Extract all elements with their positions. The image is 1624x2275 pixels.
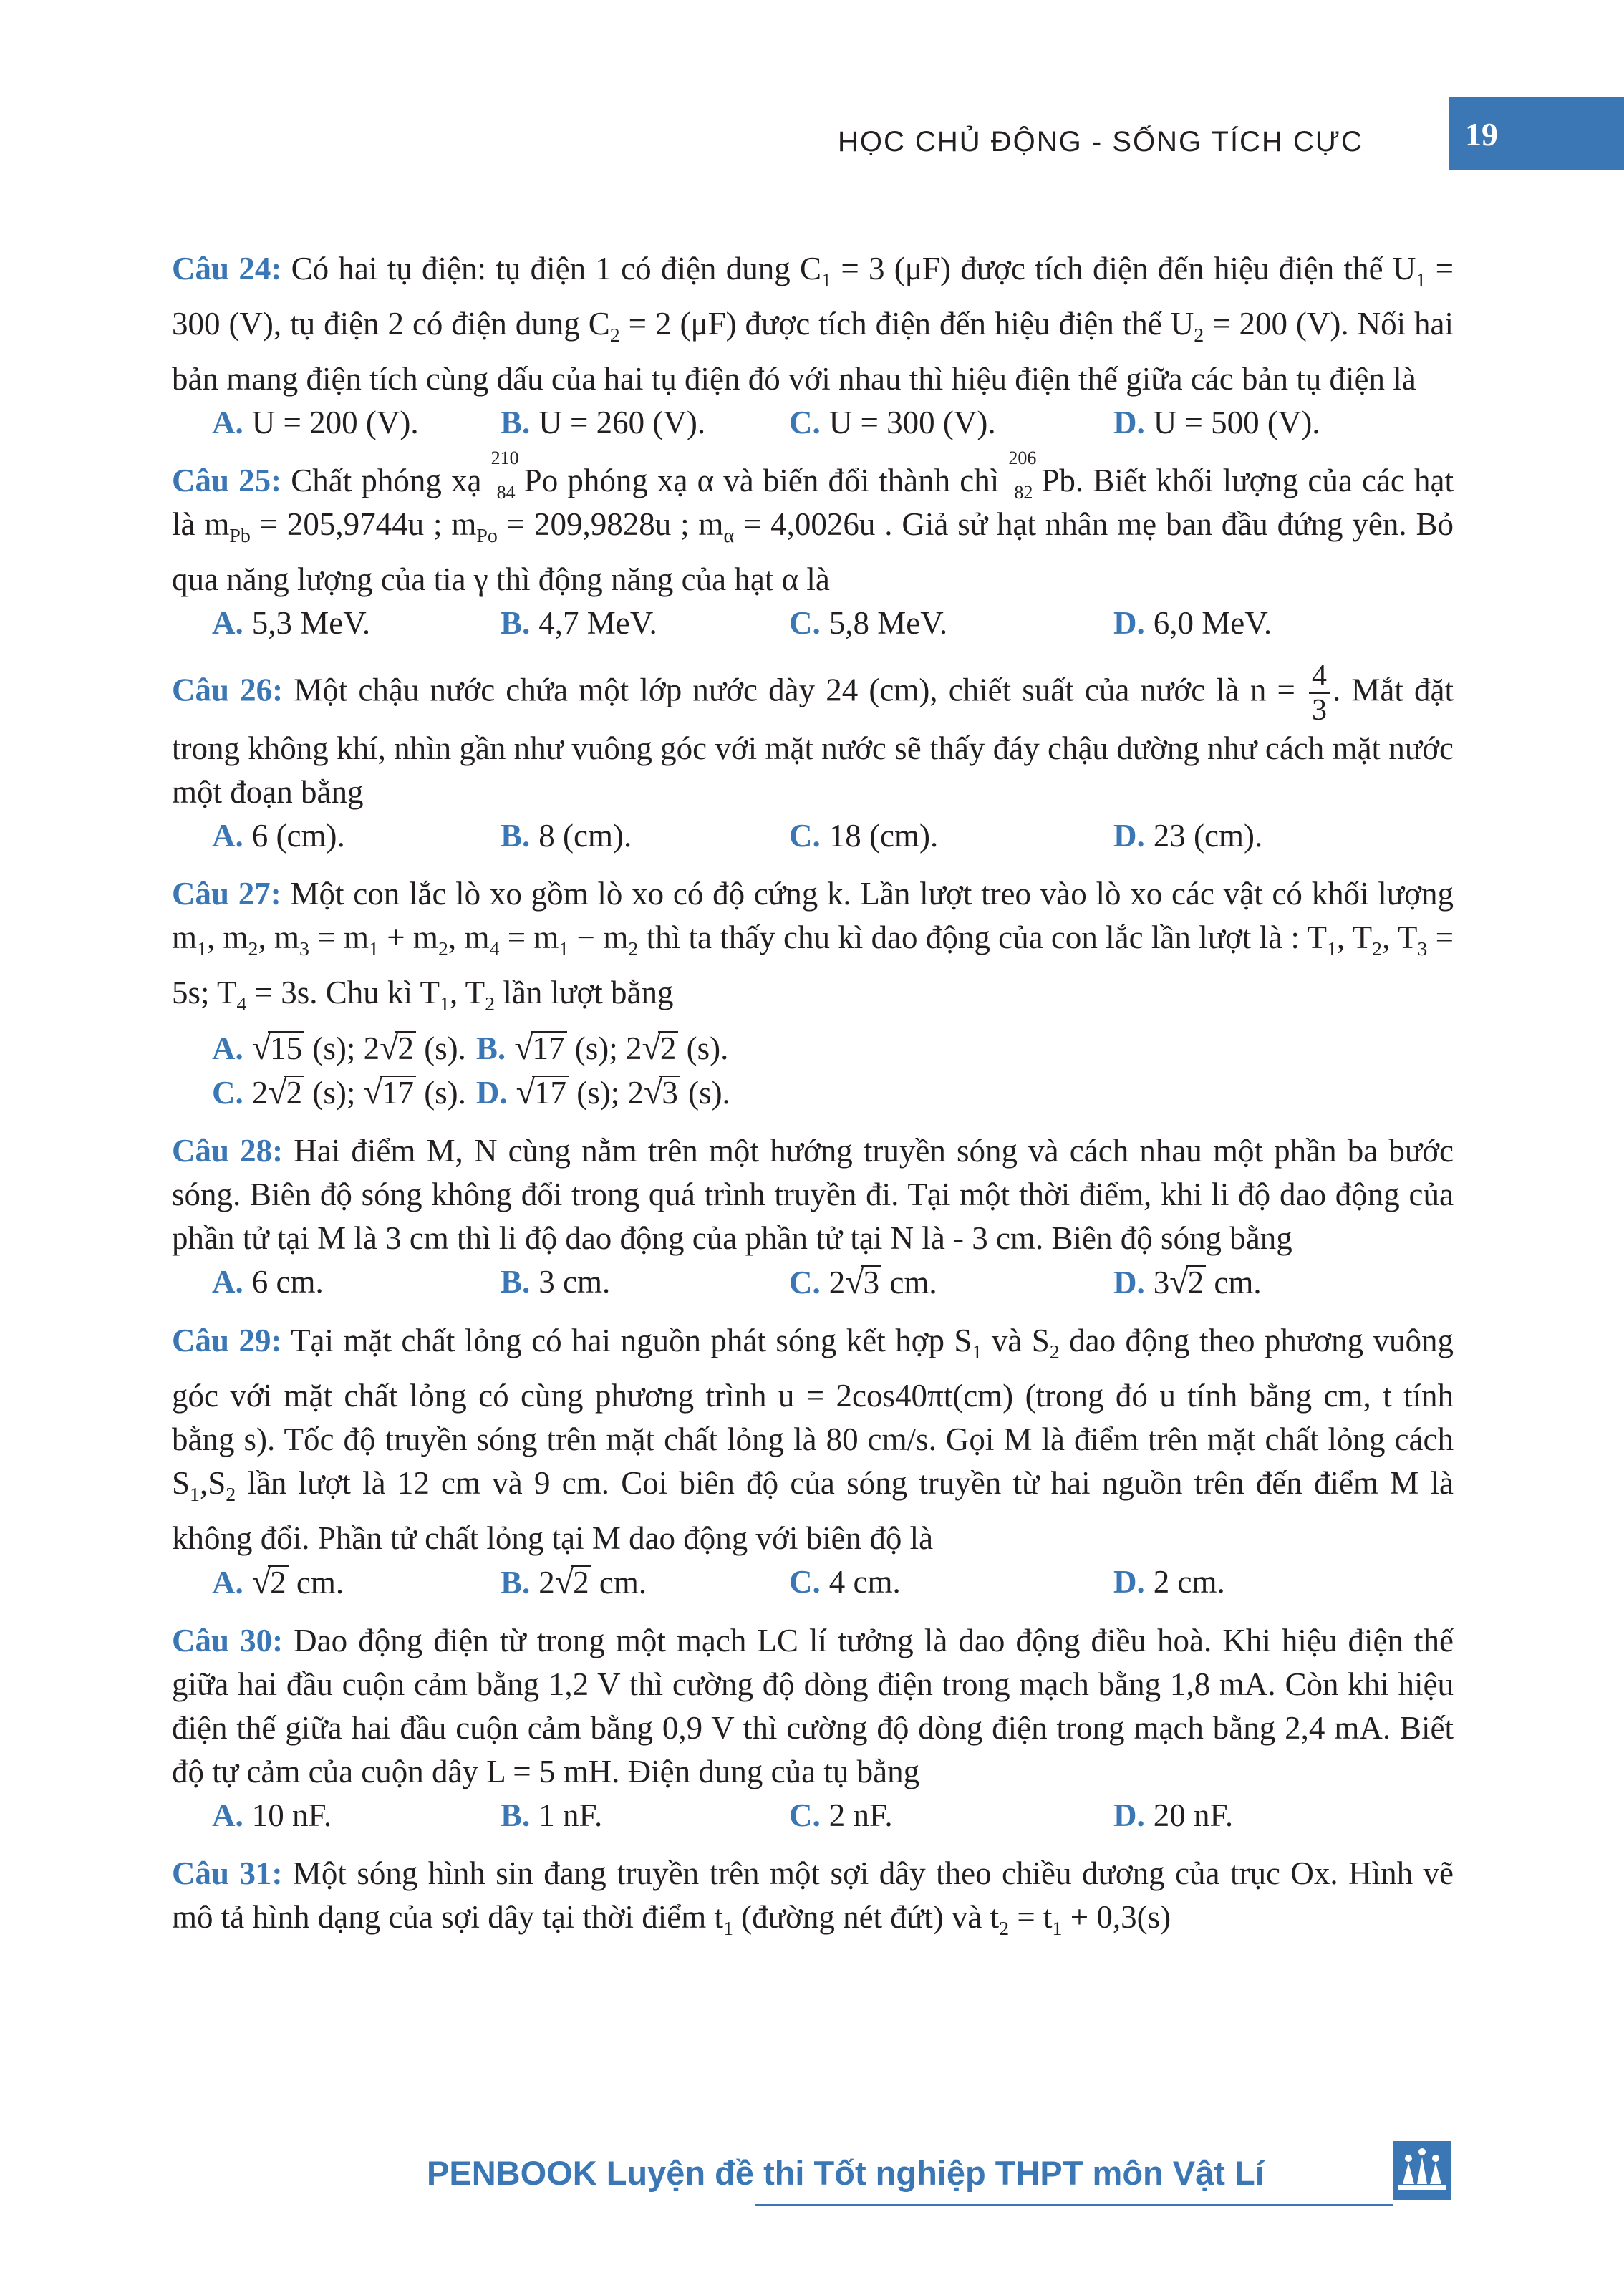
question-29-label: Câu 29: bbox=[172, 1323, 282, 1358]
option-letter: C. bbox=[212, 1075, 243, 1111]
question-26 bbox=[172, 660, 1454, 858]
subscript: 1 bbox=[722, 1918, 733, 1940]
subscript: Pb bbox=[229, 525, 251, 547]
stem-text: và S bbox=[982, 1323, 1050, 1358]
sqrt-icon: √ bbox=[514, 1029, 533, 1067]
stem-text: (đường nét đứt) và t bbox=[733, 1899, 1000, 1935]
question-26-options bbox=[172, 814, 1454, 858]
question-28-options bbox=[172, 1260, 1454, 1305]
option-c[interactable] bbox=[789, 1794, 1113, 1837]
question-24-options bbox=[172, 401, 1454, 445]
subscript: 2 bbox=[609, 324, 620, 347]
option-text: 23 (cm). bbox=[1153, 818, 1263, 854]
sqrt-icon: √ bbox=[251, 1029, 271, 1067]
question-31 bbox=[172, 1852, 1454, 1951]
option-text: 20 nF. bbox=[1153, 1797, 1234, 1833]
option-text: 2 bbox=[251, 1075, 269, 1111]
option-text: cm. bbox=[591, 1565, 647, 1600]
question-30 bbox=[172, 1619, 1454, 1837]
stem-text: = 209,9828u ; m bbox=[497, 506, 724, 542]
option-letter: A. bbox=[212, 605, 243, 641]
question-30-options bbox=[172, 1794, 1454, 1837]
subscript: 2 bbox=[248, 938, 258, 960]
subscript: 1 bbox=[190, 1484, 200, 1506]
option-text: cm. bbox=[288, 1565, 344, 1600]
option-text: U = 200 (V). bbox=[251, 405, 419, 440]
penbook-logo-icon bbox=[1393, 2141, 1451, 2200]
stem-text: Một con lắc lò xo gồm lò xo có độ cứng k. Lần lượt treo vào lò xo các vật có khối lượng m bbox=[172, 876, 1454, 955]
question-24 bbox=[172, 247, 1454, 445]
subscript: 4 bbox=[489, 938, 500, 960]
option-letter: C. bbox=[789, 818, 821, 854]
option-text: (s). bbox=[680, 1075, 730, 1111]
radicand: 2 bbox=[1186, 1265, 1207, 1298]
radicand: 3 bbox=[659, 1076, 680, 1108]
stem-text: Một chậu nước chứa một lớp nước dày 24 (cm), chiết suất của nước là n = bbox=[283, 672, 1307, 708]
question-31-stem bbox=[172, 1852, 1454, 1951]
mass-number: 210 bbox=[490, 448, 519, 468]
question-30-stem bbox=[172, 1619, 1454, 1794]
mass-number: 206 bbox=[1008, 448, 1037, 468]
stem-text: , T bbox=[1382, 919, 1418, 955]
option-text: U = 500 (V). bbox=[1153, 405, 1320, 440]
radicand: 17 bbox=[531, 1031, 567, 1064]
radicand: 15 bbox=[268, 1031, 304, 1064]
radicand: 17 bbox=[380, 1076, 416, 1108]
option-text: 2 bbox=[538, 1565, 555, 1600]
option-text: 5,8 MeV. bbox=[828, 605, 948, 641]
stem-text: , m bbox=[258, 919, 300, 955]
subscript: Po bbox=[476, 525, 498, 547]
option-letter: C. bbox=[789, 605, 821, 641]
option-b[interactable] bbox=[476, 1026, 728, 1071]
subscript: α bbox=[723, 525, 735, 547]
option-text: 2 bbox=[828, 1265, 846, 1300]
option-a[interactable] bbox=[212, 1026, 466, 1071]
option-letter: B. bbox=[501, 1797, 531, 1833]
option-text: 5,3 MeV. bbox=[251, 605, 371, 641]
option-a[interactable] bbox=[212, 1560, 501, 1605]
subscript: 3 bbox=[299, 938, 309, 960]
numerator: 4 bbox=[1309, 660, 1330, 694]
option-letter: A. bbox=[212, 405, 243, 440]
option-a[interactable] bbox=[212, 1794, 501, 1837]
radicand: 2 bbox=[284, 1076, 305, 1108]
subscript: 4 bbox=[236, 993, 247, 1015]
question-27-label: Câu 27: bbox=[172, 876, 281, 912]
option-b[interactable] bbox=[501, 814, 789, 858]
stem-text: Dao động điện từ trong một mạch LC lí tưởng là dao động điều hoà. Khi hiệu điện thế giữa hai đầu cuộn cảm bằng 1,2 V thì cường độ dòng điện trong mạch bằng 1,8 mA. Còn khi hiệu điện thế giữa hai đầu cuộn cảm bằng 0,9 V thì cường độ dòng điện trong mạch bằng 2,4 mA. Biết độ tự cảm của cuộn dây L = 5 mH. Điện dung của tụ bằng bbox=[172, 1623, 1454, 1789]
question-27-stem bbox=[172, 872, 1454, 1026]
subscript: 2 bbox=[1194, 324, 1204, 347]
sqrt-icon: √ bbox=[644, 1073, 663, 1111]
subscript: 1 bbox=[197, 938, 207, 960]
sqrt-icon: √ bbox=[845, 1263, 864, 1301]
question-29-stem bbox=[172, 1319, 1454, 1560]
subscript: 2 bbox=[226, 1484, 236, 1506]
stem-text: = 5s; T bbox=[172, 919, 1454, 1010]
stem-text: thì ta thấy chu kì dao động của con lắc lần lượt là : T bbox=[638, 919, 1327, 955]
page-number: 19 bbox=[1449, 97, 1624, 170]
subscript: 1 bbox=[1416, 269, 1426, 291]
subscript: 2 bbox=[1049, 1341, 1060, 1363]
option-letter: D. bbox=[1113, 405, 1145, 440]
stem-text: = 200 (V). Nối hai bản mang điện tích cùng dấu của hai tụ điện đó với nhau thì hiệu điện thế giữa các bản tụ điện là bbox=[172, 306, 1454, 397]
stem-text: = t bbox=[1009, 1899, 1053, 1935]
stem-text: , T bbox=[1336, 919, 1373, 955]
subscript: 2 bbox=[1372, 938, 1383, 960]
option-text: cm. bbox=[1206, 1265, 1262, 1300]
stem-text: Có hai tụ điện: tụ điện 1 có điện dung C bbox=[281, 251, 822, 286]
option-text: 6 cm. bbox=[251, 1264, 324, 1300]
option-a[interactable] bbox=[212, 602, 501, 645]
subscript: 1 bbox=[1326, 938, 1337, 960]
question-25-options bbox=[172, 602, 1454, 645]
stem-text: = 205,9744u ; m bbox=[250, 506, 477, 542]
stem-text: . Biết khối lượng của các hạt là m bbox=[172, 463, 1454, 542]
option-letter: D. bbox=[1113, 1797, 1145, 1833]
question-29 bbox=[172, 1319, 1454, 1605]
option-a[interactable] bbox=[212, 401, 501, 445]
atomic-number: 82 bbox=[1014, 482, 1033, 503]
footer-title: PENBOOK Luyện đề thi Tốt nghiệp THPT môn Vật Lí bbox=[427, 2154, 1265, 2192]
option-letter: B. bbox=[501, 1264, 531, 1300]
stem-text: ,S bbox=[199, 1465, 226, 1501]
stem-text: = 3 (μF) được tích điện đến hiệu điện thế U bbox=[831, 251, 1416, 286]
radicand: 2 bbox=[268, 1565, 289, 1598]
options-row bbox=[212, 1071, 1454, 1115]
stem-text: , T bbox=[449, 975, 485, 1010]
element-symbol: Po bbox=[523, 463, 559, 498]
option-d[interactable] bbox=[1113, 1794, 1402, 1837]
stem-text: phóng xạ α và biến đổi thành chì bbox=[558, 463, 1009, 498]
option-c[interactable] bbox=[789, 1560, 1113, 1605]
question-27 bbox=[172, 872, 1454, 1115]
polonium-nuclide bbox=[490, 448, 559, 503]
option-letter: D. bbox=[1113, 605, 1145, 641]
question-24-stem bbox=[172, 247, 1454, 401]
question-28-stem bbox=[172, 1129, 1454, 1260]
stem-text: . Mắt đặt trong không khí, nhìn gần như vuông góc với mặt nước sẽ thấy đáy chậu dường như cách mặt nước một đoạn bằng bbox=[172, 672, 1454, 810]
question-25-stem bbox=[172, 448, 1454, 602]
option-d[interactable] bbox=[1113, 814, 1402, 858]
option-letter: C. bbox=[789, 1265, 821, 1300]
option-letter: C. bbox=[789, 1564, 821, 1600]
stem-text: lần lượt là 12 cm và 9 cm. Coi biên độ của sóng truyền từ hai nguồn trên đến điểm M là không đổi. Phần tử chất lỏng tại M dao động với biên độ là bbox=[172, 1465, 1454, 1556]
option-text: 1 nF. bbox=[538, 1797, 603, 1833]
stem-text: = 3s. Chu kì T bbox=[246, 975, 440, 1010]
sqrt-icon: √ bbox=[380, 1029, 399, 1067]
options-row bbox=[212, 1026, 1454, 1071]
question-25 bbox=[172, 448, 1454, 645]
option-letter: D. bbox=[1113, 818, 1145, 854]
option-b[interactable] bbox=[501, 1794, 789, 1837]
denominator: 3 bbox=[1312, 694, 1328, 727]
option-letter: B. bbox=[475, 1030, 506, 1066]
sqrt-icon: √ bbox=[251, 1563, 271, 1601]
subscript: 1 bbox=[369, 938, 379, 960]
option-letter: A. bbox=[212, 1565, 243, 1600]
subscript: 2 bbox=[485, 993, 496, 1015]
option-b[interactable] bbox=[501, 602, 789, 645]
question-25-label: Câu 25: bbox=[172, 463, 282, 498]
option-text: 3 cm. bbox=[538, 1264, 611, 1300]
option-text: 6 (cm). bbox=[251, 818, 345, 854]
question-27-options bbox=[172, 1026, 1454, 1115]
subscript: 2 bbox=[999, 1918, 1010, 1940]
radicand: 3 bbox=[861, 1265, 882, 1298]
question-30-label: Câu 30: bbox=[172, 1623, 284, 1658]
stem-text: = m bbox=[309, 919, 369, 955]
option-text: 4,7 MeV. bbox=[538, 605, 657, 641]
option-text: 2 cm. bbox=[1153, 1564, 1225, 1600]
subscript: 2 bbox=[438, 938, 448, 960]
atomic-number: 84 bbox=[496, 482, 516, 503]
lead-nuclide bbox=[1008, 448, 1076, 503]
option-letter: B. bbox=[501, 1565, 531, 1600]
option-text: U = 260 (V). bbox=[538, 405, 706, 440]
stem-text: + 0,3(s) bbox=[1062, 1899, 1171, 1935]
option-a[interactable] bbox=[212, 814, 501, 858]
question-24-label: Câu 24: bbox=[172, 251, 282, 286]
option-text: (s). bbox=[678, 1030, 729, 1066]
stem-text: , m bbox=[206, 919, 248, 955]
question-29-options bbox=[172, 1560, 1454, 1605]
subscript: 1 bbox=[1052, 1918, 1063, 1940]
option-d[interactable] bbox=[1113, 1260, 1402, 1305]
radicand: 2 bbox=[571, 1565, 591, 1598]
option-text: 6,0 MeV. bbox=[1153, 605, 1272, 641]
question-28-label: Câu 28: bbox=[172, 1133, 284, 1169]
header-title: HỌC CHỦ ĐỘNG - SỐNG TÍCH CỰC bbox=[838, 126, 1363, 158]
option-letter: D. bbox=[475, 1075, 508, 1111]
question-26-label: Câu 26: bbox=[172, 672, 284, 708]
sqrt-icon: √ bbox=[642, 1029, 661, 1067]
option-c[interactable] bbox=[789, 602, 1113, 645]
stem-text: dao động theo phương vuông góc với mặt chất lỏng có cùng phương trình u = 2cos40πt(cm) (trong đó u tính bằng cm, t tính bằng s). Tốc độ truyền sóng trên mặt chất lỏng là 80 cm/s. Gọi M là điểm trên mặt chất lỏng cách S bbox=[172, 1323, 1454, 1501]
option-letter: D. bbox=[1113, 1265, 1145, 1300]
footer-divider bbox=[755, 2204, 1393, 2206]
option-letter: B. bbox=[501, 818, 531, 854]
stem-text: Tại mặt chất lỏng có hai nguồn phát sóng kết hợp S bbox=[281, 1323, 972, 1358]
option-text: 3 bbox=[1153, 1265, 1170, 1300]
stem-text: Hai điểm M, N cùng nằm trên một hướng truyền sóng và cách nhau một phần ba bước sóng. Biên độ sóng không đổi trong quá trình truyền đi. Tại một thời điểm, khi li độ dao động của phần tử tại M là 3 cm thì li độ dao động của phần tử tại N là - 3 cm. Biên độ sóng bằng bbox=[172, 1133, 1454, 1256]
option-c[interactable] bbox=[212, 1071, 466, 1115]
element-symbol: Pb bbox=[1041, 463, 1076, 498]
option-a[interactable] bbox=[212, 1260, 501, 1305]
option-text: (s). bbox=[415, 1075, 466, 1111]
option-letter: A. bbox=[212, 818, 243, 854]
radicand: 17 bbox=[532, 1076, 569, 1108]
option-letter: A. bbox=[212, 1264, 243, 1300]
option-d[interactable] bbox=[1113, 1560, 1402, 1605]
option-text: 18 (cm). bbox=[828, 818, 939, 854]
question-26-stem bbox=[172, 660, 1454, 814]
option-text: (s); 2 bbox=[304, 1030, 380, 1066]
stem-text: = 300 (V), tụ điện 2 có điện dung C bbox=[172, 251, 1454, 342]
option-c[interactable] bbox=[789, 1260, 1113, 1305]
option-b[interactable] bbox=[501, 1560, 789, 1605]
subscript: 1 bbox=[972, 1341, 982, 1363]
stem-text: = 2 (μF) được tích điện đến hiệu điện thế U bbox=[619, 306, 1194, 342]
option-letter: B. bbox=[501, 405, 531, 440]
option-text: (s). bbox=[415, 1030, 466, 1066]
option-text: U = 300 (V). bbox=[828, 405, 996, 440]
subscript: 2 bbox=[628, 938, 639, 960]
option-text: 4 cm. bbox=[828, 1564, 901, 1600]
subscript: 1 bbox=[821, 269, 832, 291]
option-b[interactable] bbox=[501, 401, 789, 445]
option-c[interactable] bbox=[789, 814, 1113, 858]
stem-text: + m bbox=[378, 919, 438, 955]
subscript: 3 bbox=[1417, 938, 1428, 960]
sqrt-icon: √ bbox=[1169, 1263, 1189, 1301]
option-d[interactable] bbox=[1113, 401, 1402, 445]
option-text: (s); bbox=[304, 1075, 364, 1111]
option-letter: A. bbox=[212, 1030, 243, 1066]
question-28 bbox=[172, 1129, 1454, 1305]
option-text: cm. bbox=[881, 1265, 937, 1300]
radicand: 2 bbox=[658, 1031, 679, 1064]
option-letter: A. bbox=[212, 1797, 243, 1833]
sqrt-icon: √ bbox=[363, 1073, 382, 1111]
option-letter: C. bbox=[789, 1797, 821, 1833]
stem-text: lần lượt bằng bbox=[495, 975, 674, 1010]
option-letter: C. bbox=[789, 405, 821, 440]
stem-text: − m bbox=[569, 919, 629, 955]
option-d[interactable] bbox=[1113, 602, 1402, 645]
option-text: (s); 2 bbox=[569, 1075, 644, 1111]
stem-text: Chất phóng xạ bbox=[281, 463, 491, 498]
option-text: 10 nF. bbox=[251, 1797, 332, 1833]
option-text: 2 nF. bbox=[828, 1797, 893, 1833]
sqrt-icon: √ bbox=[554, 1563, 574, 1601]
stem-text: = 4,0026u . Giả sử hạt nhân mẹ ban đầu đứng yên. Bỏ qua năng lượng của tia γ thì động năng của hạt α là bbox=[172, 506, 1454, 597]
option-b[interactable] bbox=[501, 1260, 789, 1305]
option-text: 8 (cm). bbox=[538, 818, 632, 854]
question-list bbox=[172, 247, 1454, 1965]
option-c[interactable] bbox=[789, 401, 1113, 445]
option-letter: B. bbox=[501, 605, 531, 641]
option-letter: D. bbox=[1113, 1564, 1145, 1600]
subscript: 1 bbox=[559, 938, 569, 960]
option-text: (s); 2 bbox=[566, 1030, 642, 1066]
radicand: 2 bbox=[395, 1031, 416, 1064]
sqrt-icon: √ bbox=[516, 1073, 536, 1111]
sqrt-icon: √ bbox=[268, 1073, 287, 1111]
question-31-label: Câu 31: bbox=[172, 1855, 283, 1891]
stem-text: Một sóng hình sin đang truyền trên một sợi dây theo chiều dương của trục Ox. Hình vẽ mô tả hình dạng của sợi dây tại thời điểm t bbox=[172, 1855, 1454, 1935]
stem-text: = m bbox=[499, 919, 559, 955]
stem-text: , m bbox=[448, 919, 490, 955]
option-d[interactable] bbox=[476, 1071, 730, 1115]
fraction bbox=[1309, 660, 1330, 727]
subscript: 1 bbox=[440, 993, 450, 1015]
